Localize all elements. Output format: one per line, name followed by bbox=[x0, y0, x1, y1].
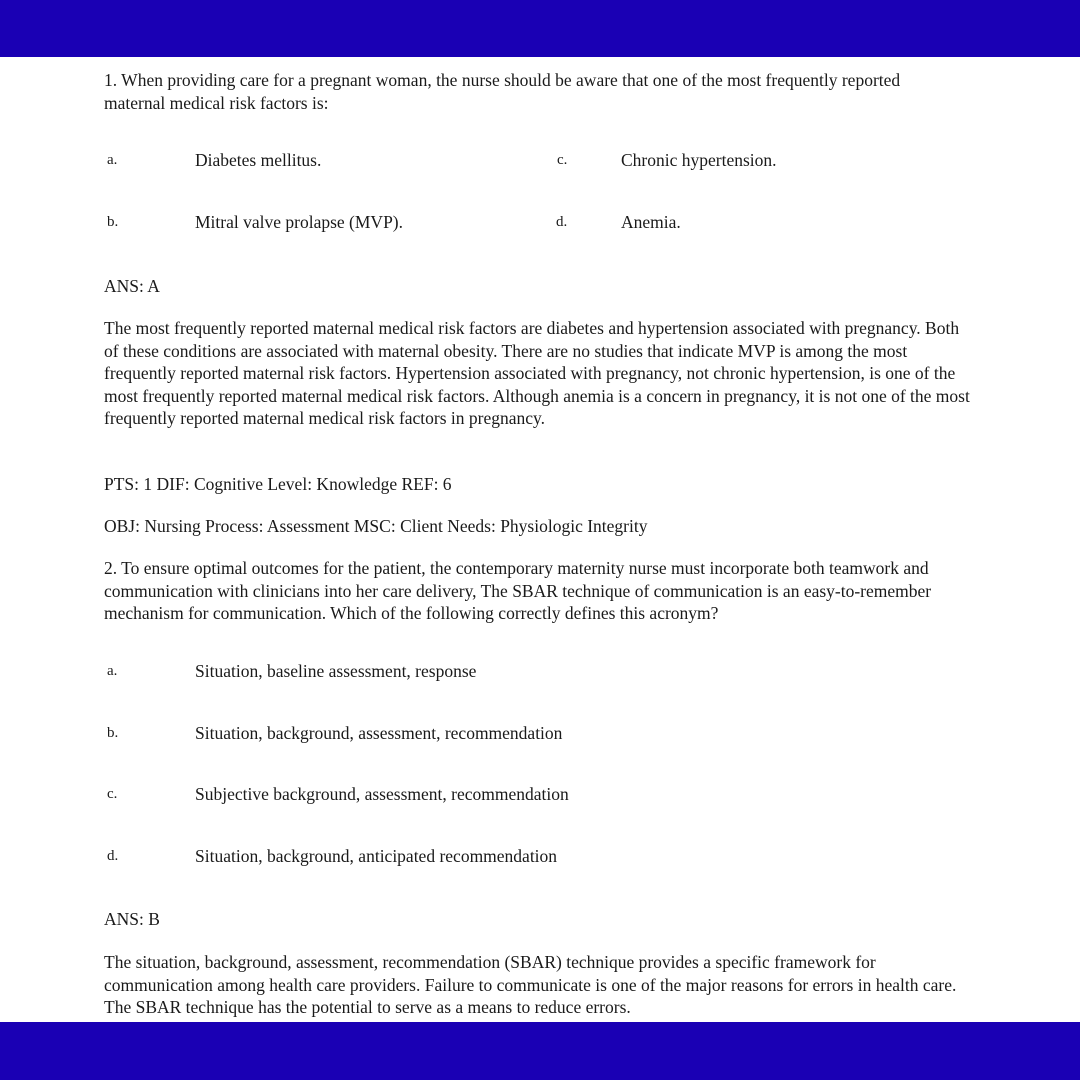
q2-rationale: The situation, background, assessment, recommendation (SBAR) technique provides a specific framework for communication among health care providers. Failure to communicate is one of the major reasons for errors in health care. The SBAR technique has the potential to serve as a means to reduce errors. bbox=[104, 952, 957, 1018]
question-2-text: 2. To ensure optimal outcomes for the patient, the contemporary maternity nurse must incorporate both teamwork and communication with clinicians into her care delivery, The SBAR technique of communication is an easy-to-remember mechanism for communication. Which of the following correctly defines this acronym? bbox=[104, 558, 932, 624]
q1-rationale: The most frequently reported maternal medical risk factors are diabetes and hypertension associated with pregnancy. Both of these conditions are associated with maternal obesity. There are no studies that indicate MVP is among the most frequently reported maternal risk factors. Hypertension associated with pregnancy, not chronic hypertension, is one of the most frequently reported maternal medical risk factors. Although anemia is a concern in pregnancy, it is not one of the most frequently reported maternal medical risk factors in pregnancy. bbox=[104, 318, 970, 429]
q2-option-d-letter: d. bbox=[107, 848, 119, 864]
q1-option-c-text: Chronic hypertension. bbox=[621, 150, 777, 170]
q2-option-b-letter: b. bbox=[107, 725, 119, 741]
q1-option-d-letter: d. bbox=[556, 214, 568, 230]
q1-option-c-letter: c. bbox=[557, 152, 568, 168]
q2-option-a-letter: a. bbox=[107, 663, 118, 679]
q1-objective-line: OBJ: Nursing Process: Assessment MSC: Client Needs: Physiologic Integrity bbox=[104, 516, 648, 536]
q1-answer: ANS: A bbox=[104, 276, 160, 296]
question-1-text: 1. When providing care for a pregnant woman, the nurse should be aware that one of the most frequently reported maternal medical risk factors is: bbox=[104, 70, 901, 113]
q2-option-c-letter: c. bbox=[107, 786, 118, 802]
q1-option-a-text: Diabetes mellitus. bbox=[195, 150, 322, 170]
q2-answer: ANS: B bbox=[104, 909, 160, 929]
q1-option-d-text: Anemia. bbox=[621, 212, 681, 232]
q2-option-c-text: Subjective background, assessment, recommendation bbox=[195, 784, 569, 804]
q1-points-line: PTS: 1 DIF: Cognitive Level: Knowledge REF: 6 bbox=[104, 474, 452, 494]
q1-option-b-letter: b. bbox=[107, 214, 119, 230]
q1-option-a-letter: a. bbox=[107, 152, 118, 168]
q1-option-b-text: Mitral valve prolapse (MVP). bbox=[195, 212, 404, 232]
bottom-frame-band bbox=[0, 1022, 1080, 1080]
document-page bbox=[0, 57, 1080, 1022]
q2-option-d-text: Situation, background, anticipated recommendation bbox=[195, 846, 558, 866]
top-frame-band bbox=[0, 0, 1080, 57]
q2-option-a-text: Situation, baseline assessment, response bbox=[195, 661, 477, 681]
q2-option-b-text: Situation, background, assessment, recommendation bbox=[195, 723, 563, 743]
